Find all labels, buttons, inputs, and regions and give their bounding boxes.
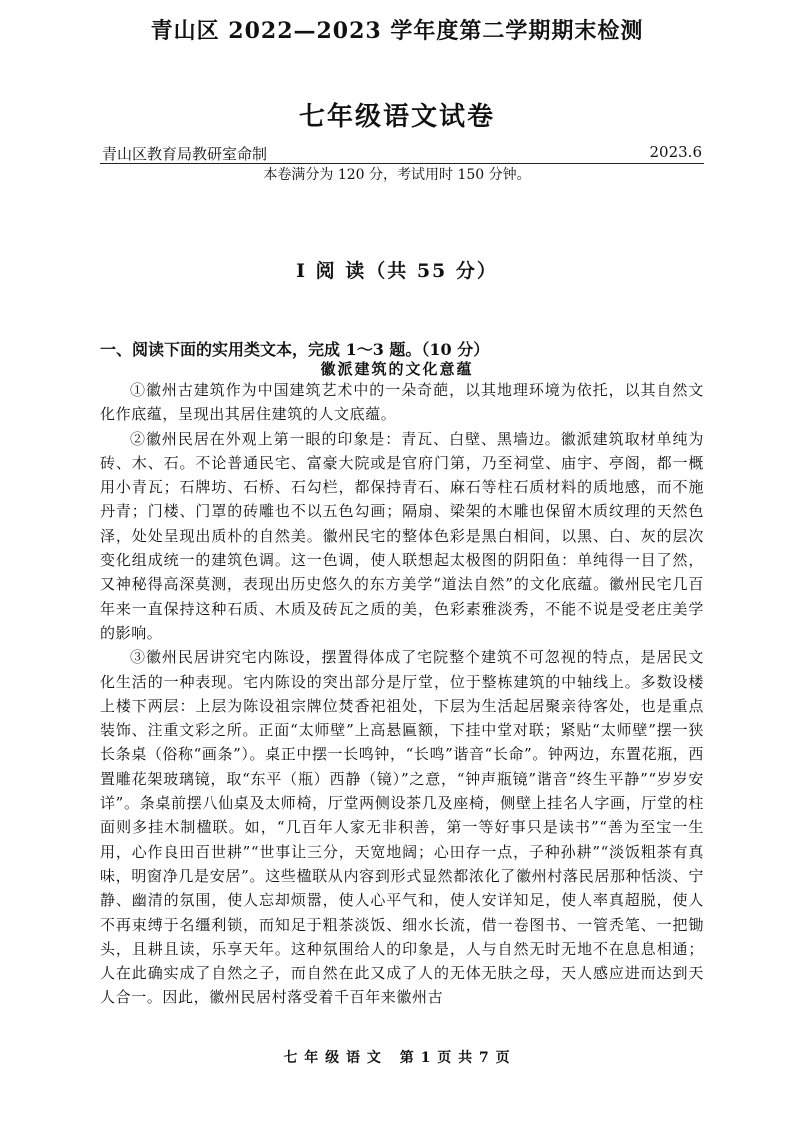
footer-subject: 七 年 级 语 文 xyxy=(283,1050,382,1066)
footer-page-number: 第 1 页 共 7 页 xyxy=(399,1050,511,1066)
issuer-text: 青山区教育局教研室命制 xyxy=(102,145,268,163)
exam-title: 青山区 2022—2023 学年度第二学期期末检测 xyxy=(150,18,644,44)
article-body xyxy=(100,378,704,1010)
paragraph-1: ①徽州古建筑作为中国建筑艺术中的一朵奇葩，以其地理环境为依托，以其自然文化作底蕴，呈现出其居住建筑的人文底蕴。 xyxy=(100,381,704,424)
score-time-note: 本卷满分为 120 分，考试用时 150 分钟。 xyxy=(263,167,531,183)
exam-date: 2023.6 xyxy=(649,143,702,161)
paragraph-3: ③徽州民居讲究宅内陈设，摆置得体成了宅院整个建筑不可忽视的特点，是居民文化生活的一种表现。宅内陈设的突出部分是厅堂，位于整栋建筑的中轴线上。多数设楼上楼下两层：上层为陈设祖宗牌位焚香祀祖处，下层为生活起居聚亲待客处，也是重点装饰、注重文彩之所。正面“太师壁”上高悬匾额，下挂中堂对联；紧贴“太师壁”摆一狭长条桌（俗称“画条”）。桌正中摆一长鸣钟，“长鸣”谐音“长命”。钟两边，东置花瓶，西置雕花架玻璃镜，取“东平（瓶）西静（镜）”之意，“钟声瓶镜”谐音“终生平静”“岁岁安详”。条桌前摆八仙桌及太师椅，厅堂两侧设茶几及座椅，侧壁上挂名人字画，厅堂的柱面则多挂木制楹联。如，“几百年人家无非积善，第一等好事只是读书”“善为至宝一生用，心作良田百世耕”“世事让三分，天宽地阔；心田存一点，子种孙耕”“淡饭粗茶有真味，明窗净几是安居”。这些楹联从内容到形式显然都浓化了徽州村落民居那种恬淡、宁静、幽清的氛围，使人忘却烦嚣，使人心平气和，使人安详知足，使人率真超脱，使人不再束缚于名缰利锁，而知足于粗茶淡饭、细水长流，借一卷图书、一管秃笔、一把锄头，且耕且读，乐享天年。这种氛围给人的印象是，人与自然无时无地不在息息相通；人在此确实成了自然之子，而自然在此又成了人的无体无肤之母，天人感应进而达到天人合一。因此，徽州民居村落受着千百年来徽州古 xyxy=(100,648,704,1007)
question-header: 一、阅读下面的实用类文本，完成 1～3 题。（10 分） xyxy=(100,340,490,359)
paragraph-2: ②徽州民居在外观上第一眼的印象是：青瓦、白壁、黑墙边。徽派建筑取材单纯为砖、木、石。不论普通民宅、富豪大院或是官府门第，乃至祠堂、庙宇、亭阁，都一概用小青瓦；石牌坊、石桥、石勾栏，都保持青石、麻石等柱石质材料的质地感，而不施丹青；门楼、门罩的砖雕也不以五色勾画；隔扇、梁架的木雕也保留木质纹理的天然色泽，处处呈现出质朴的自然美。徽州民宅的整体色彩是黑白相间，以黑、白、灰的层次变化组成统一的建筑色调。这一色调，使人联想起太极图的阴阳鱼：单纯得一目了然，又神秘得高深莫测，表现出历史悠久的东方美学“道法自然”的文化底蕴。徽州民宅几百年来一直保持这种石质、木质及砖瓦之质的美，色彩素雅淡秀，不能不说是受老庄美学的影响。 xyxy=(100,429,704,642)
paper-title: 七年级语文试卷 xyxy=(298,102,495,132)
issuer-row xyxy=(100,143,704,164)
section-title: Ⅰ 阅 读（共 55 分） xyxy=(296,260,498,282)
page-footer xyxy=(0,1047,794,1067)
article-title: 徽派建筑的文化意蕴 xyxy=(320,360,474,378)
